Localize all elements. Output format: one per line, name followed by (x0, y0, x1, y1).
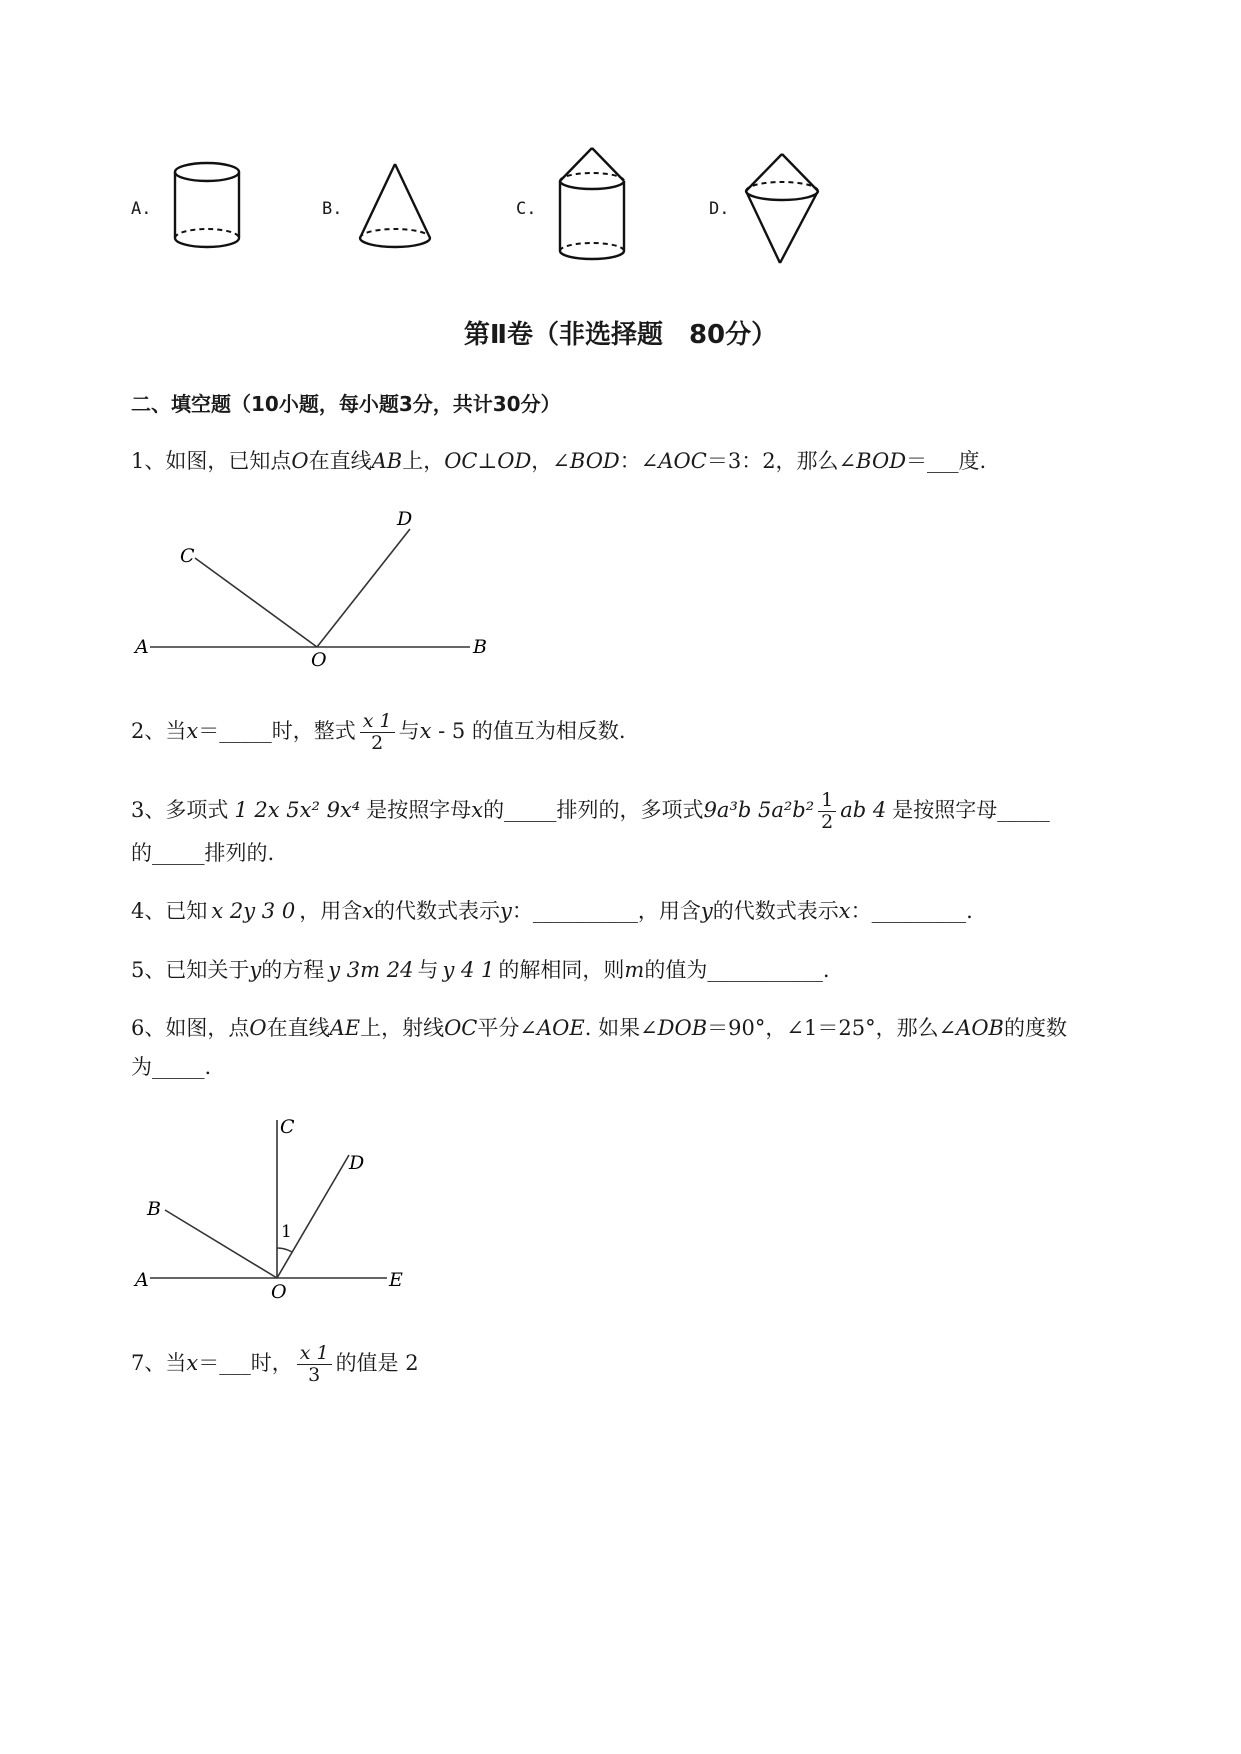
part-title: 二、填空题（10小题，每小题3分，共计30分） (131, 392, 561, 416)
label-b: B (473, 636, 487, 658)
question-5: 5、已知关于y的方程 y 3m 24 与 y 4 1 的解相同，则m的值为___________. (131, 958, 830, 982)
label-e: E (389, 1269, 403, 1291)
label-b: B (147, 1198, 161, 1220)
label-d: D (349, 1152, 365, 1174)
question-1: 1、如图，已知点O在直线AB上，OC⊥OD，∠BOD：∠AOC＝3：2，那么∠BOD＝___度. (131, 449, 987, 473)
label-o: O (311, 649, 327, 671)
question-6-line-2: 为_____. (131, 1055, 212, 1079)
question-3-line-2: 的_____排列的. (131, 841, 275, 865)
option-d-label: D. (709, 199, 730, 219)
cone-icon (355, 160, 435, 252)
fraction-x-1-over-3: $\frac{x 1}{3}$ (297, 1343, 332, 1386)
cone-on-cylinder-icon (555, 145, 630, 267)
fraction-x-1-over-2: $\frac{x 1}{2}$ (360, 711, 395, 754)
question-7: 7、当x＝___时， $\frac{x 1}{3}$ 的值是 2 (131, 1342, 419, 1386)
label-c: C (280, 1116, 295, 1138)
question-2: 2、当x＝_____时，整式 $\frac{x 1}{2}$ 与x - 5 的值互为相反数. (131, 710, 626, 754)
question-6: 6、如图，点O在直线AE上，射线OC平分∠AOE. 如果∠DOB＝90°，∠1＝25°，那么∠AOB的度数 (131, 1016, 1067, 1040)
section-title: 第Ⅱ卷（非选择题 80分） (463, 320, 778, 350)
label-c: C (180, 545, 195, 567)
label-a: A (135, 1269, 149, 1291)
option-b-label: B. (322, 199, 343, 219)
figure-2-angle-diagram (125, 1105, 415, 1305)
label-d: D (397, 508, 413, 530)
angle-1-label: 1 (281, 1222, 292, 1242)
option-a-label: A. (131, 199, 152, 219)
figure-1-angle-diagram (125, 500, 505, 675)
fraction-1-over-2: $\frac{1}{2}$ (818, 790, 836, 833)
option-c-label: C. (516, 199, 537, 219)
label-a: A (135, 636, 149, 658)
label-o: O (271, 1281, 287, 1303)
question-4: 4、已知 x 2y 3 0 ，用含x的代数式表示y：__________，用含y的代数式表示x：_________. (131, 899, 973, 923)
double-cone-icon (742, 151, 822, 267)
cylinder-icon (170, 158, 245, 254)
question-3: 3、多项式 1 2x 5x² 9x⁴ 是按照字母x的_____排列的，多项式9a³b 5a²b² $\frac{1}{2}$ ab 4 是按照字母_____ (131, 789, 1050, 833)
